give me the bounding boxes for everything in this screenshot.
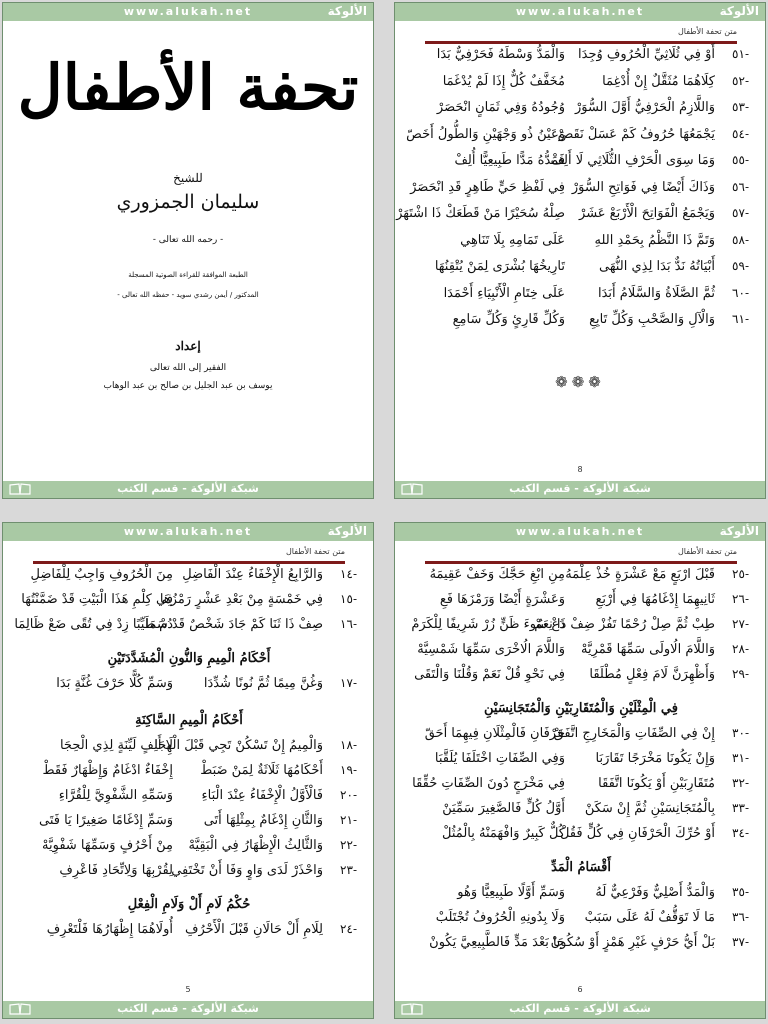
verse-row: -١٩ أَحْكَامُهَا ثَلَاثَةٌ لِمَنْ ضَبَطْ إِخْفَاءٌ ادْغَامٌ وَإِظْهَارٌ فَقَطْ (42, 763, 357, 778)
page-8 (394, 2, 766, 499)
running-head: متن تحفة الأطفال (425, 27, 737, 44)
header-band (3, 523, 373, 541)
verse-row: -٥٤ يَجْمَعُهَا حُرُوفُ كَمْ عَسَلْ نَقَصْ وَعَيْنُ ذُو وَجْهَيْنِ وَالطُّولُ أَخَصّ (406, 126, 749, 142)
verse-row: -٣٢ مُتَقَارِبَيْنِ أَوْ يَكُونَا اتَّفَقَا فِي مَخْرَجٍ دُونَ الصِّفَاتِ حُقِّقَا (412, 776, 749, 791)
verse-row: -١٧ وَغُنَّ مِيمًا ثُمَّ نُونًا شُدِّدَا وَسَمِّ كُلًّا حَرْفَ غُنَّةٍ بَدَا (56, 676, 357, 691)
verse-row: -٦٠ ثُمَّ الصَّلَاةُ وَالسَّلَامُ أَبَدَا عَلَى خِتَامِ الْأَنْبِيَاءِ أَحْمَدَا (443, 285, 749, 301)
header-band (395, 3, 765, 21)
site-url[interactable]: www.alukah.net (123, 5, 253, 18)
page-5 (2, 522, 374, 1019)
prepared-label: إعداد (175, 339, 201, 353)
author-blessing: - رحمه الله تعالى - (152, 235, 224, 245)
verse-row: -٣٠ إِنْ فِي الصِّفَاتِ وَالْمَخَارِجِ اتَّفَقْ حَرْفَانِ فَالْمِثْلَانِ فِيهِمَا أَحَقّ (424, 726, 749, 741)
verse-row: -٢٧ طِبْ ثُمَّ صِلْ رُحْمًا تَفُزْ ضِفْ ذَا نِعَمْ دَعْ سُوءَ ظَنٍّ زُرْ شَرِيفًا لِلْكَرَمْ (411, 617, 749, 632)
verse-row: -٢٨ وَاللَّامَ الُاولَى سَمِّهَا قَمْرِيَّهْ وَاللَّامَ الُاخْرَى سَمِّهَا شَمْسِيَّهْ (417, 642, 749, 657)
page-6 (394, 522, 766, 1019)
footer-band (3, 481, 373, 498)
verse-list (14, 567, 357, 947)
footer-band (395, 1001, 765, 1018)
site-url[interactable]: www.alukah.net (515, 525, 645, 538)
verse-row: -٣٧ بَلْ أَيُّ حَرْفٍ غَيْرِ هَمْزٍ أَوْ سُكُونْ جَا بَعْدَ مَدٍّ فَالطَّبِيعِيَّ يَكُونْ (429, 935, 749, 950)
verse-row: -٥٦ وَذَاكَ أَيْضًا فِي فَوَاتِحِ السُّوَرْ فِي لَفْظِ حَيٍّ طَاهِرٍ قَدِ انْحَصَرْ (410, 179, 749, 195)
author-name: سليمان الجمزوري (116, 191, 260, 213)
verse-row: -٢٤ لِلَامِ أَلْ حَالَانِ قَبْلَ الْأَحْرُفِ أُولَاهُمَا إِظْهَارُهَا فَلْتَعْرِفِ (46, 922, 357, 937)
page-number: 6 (577, 985, 583, 994)
book-title: تحفة الأطفال (17, 51, 359, 124)
header-band (395, 523, 765, 541)
footer-band (3, 1001, 373, 1018)
title-page (2, 2, 374, 499)
section-heading: حُكْمُ لَامِ أَلْ وَلَامِ الْفِعْلِ (127, 897, 251, 912)
verse-row: -٣١ وَإِنْ يَكُونَا مَخْرَجًا تَقَارَبَا وَفِي الصِّفَاتِ اخْتَلَفَا يُلَقَّبَا (434, 751, 749, 766)
ornament-stars: ❁❁❁ (555, 373, 605, 391)
preparer-line-1: الفقير إلى الله تعالى (149, 363, 227, 373)
verse-row: -١٥ فِي خَمْسَةٍ مِنْ بَعْدِ عَشْرٍ رَمْزُهَا فِي كِلْمِ هَذَا الْبَيْتِ قَدْ ضَمَّنْتُهَا (21, 592, 357, 607)
verse-row: -٥٨ وَتَمَّ ذَا النَّظْمُ بِحَمْدِ اللهِ عَلَى تَمَامِهِ بِلَا تَنَاهِي (460, 232, 749, 248)
verse-row: -٣٥ وَالْمَدُّ أَصْلِيٌّ وَفَرْعِيٌّ لَهُ وَسَمِّ أَوَّلًا طَبِيعِيًّا وَهُو (457, 885, 749, 900)
verse-row: -٢٥ قَبْلَ ارْبَعٍ مَعْ عَشْرَةٍ خُذْ عِلْمَهُ مِنِ ابْغِ حَجَّكَ وَخَفْ عَقِيمَهُ (429, 567, 749, 582)
verse-row: -٢٦ ثَانِيهِمَا إِدْغَامُهَا فِي أَرْبَعِ وَعَشْرَةٍ أَيْضًا وَرَمْزَهَا فَعِ (439, 592, 749, 607)
site-logo: الألوكة (719, 524, 759, 538)
footer-text: شبكة الألوكة - قسم الكتب (117, 482, 259, 495)
verse-row: -٥١ أَوْ فِي ثُلَاثِيِّ الْحُرُوفِ وُجِدَا وَالْمَدُّ وَسْطَهُ فَحَرْفِيٌّ بَدَا (436, 47, 749, 62)
footer-text: شبكة الألوكة - قسم الكتب (509, 1002, 651, 1015)
verse-row: -٥٥ وَمَا سِوَى الْحَرْفِ الثُّلَاثِي لَا أَلِفْ فَمَدُّهُ مَدًّا طَبِيعِيًّا أُلِفْ (454, 153, 749, 168)
section-heading: أَحْكَامُ الْمِيمِ السَّاكِنَةِ (135, 713, 243, 728)
page-number: 8 (577, 465, 583, 474)
verse-row: -٢١ وَالثَّانِ إِدْغَامٌ بِمِثْلِهَا أَتَى وَسَمِّ إِدْغَامًا صَغِيرًا يَا فَتَى (38, 813, 357, 828)
footer-band (395, 481, 765, 498)
verse-row: -٣٣ بِالْمُتَجَانِسَيْنِ ثُمَّ إِنْ سَكَنْ أَوَّلُ كُلٍّ فَالصَّغِيرَ سَمِّيَنْ (442, 801, 749, 816)
header-band (3, 3, 373, 21)
verse-row: -١٤ وَالرَّابِعُ الْإِخْفَاءُ عِنْدَ الْفَاضِلِ مِنَ الْحُرُوفِ وَاجِبٌ لِلْفَاضِلِ (30, 567, 357, 582)
author-prefix: للشيخ (173, 171, 203, 185)
site-url[interactable]: www.alukah.net (123, 525, 253, 538)
verse-row: -١٨ وَالْمِيمُ إِنْ تَسْكُنْ تَجِي قَبْلَ الْهِجَا لَا أَلِفٍ لَيِّنَةٍ لِذِي الْحِجَا (59, 738, 357, 753)
footer-text: شبكة الألوكة - قسم الكتب (509, 482, 651, 495)
section-heading: فِي الْمِثْلَيْنِ وَالْمُتَقَارِبَيْنِ وَالْمُتَجَانِسَيْنِ (484, 701, 678, 716)
section-heading: أَقْسَامُ الْمَدِّ (551, 860, 611, 875)
verse-row: -٥٧ وَيَجْمَعُ الْفَوَاتِحَ الْأَرْبَعْ عَشَرْ صِلْهُ سُحَيْرًا مَنْ قَطَعَكْ ذَا اشْتَهَرْ (396, 206, 749, 221)
verse-row: -٢٣ وَاحْذَرْ لَدَى وَاوٍ وَفَا أَنْ تَخْتَفِي لِقُرْبِهَا وَلِاتِّحَادِ فَاعْرِفِ (59, 863, 357, 878)
verse-row: -٢٩ وَأَظْهِرَنَّ لَامَ فِعْلٍ مُطْلَقَا فِي نَحْوِ قُلْ نَعَمْ وَقُلْنَا وَالْتَقَى (414, 667, 749, 682)
reader-note: المدكتور / أيمن رشدي سويد - حفظه الله تعالى - (117, 291, 259, 299)
footer-text: شبكة الألوكة - قسم الكتب (117, 1002, 259, 1015)
verse-row: -٦١ وَالْآلِ وَالصَّحْبِ وَكُلِّ تَابِعِ وَكُلِّ قَارِئٍ وَكُلِّ سَامِعِ (452, 312, 749, 327)
site-logo: الألوكة (327, 4, 367, 18)
verse-row: -١٦ صِفْ ذَا ثَنَا كَمْ جَادَ شَخْصٌ قَدْ سَمَا دُمْ طَيِّبًا زِدْ فِي تُقًى ضَعْ ظَالِمَا (14, 617, 357, 632)
verse-row: -٣٤ أَوْ حُرِّكَ الْحَرْفَانِ فِي كُلٍّ فَقُلْ كُلٌّ كَبِيرٌ وَافْهَمَنْهُ بِالْمُثُلْ (442, 826, 749, 841)
verse-row: -٣٦ مَا لَا تَوَقُّفٌ لَهُ عَلَى سَبَبْ وَلَا بِدُونِهِ الْحُرُوفُ تُجْتَلَبْ (435, 910, 749, 925)
verse-row: -٢٠ فَالْأَوَّلُ الْإِخْفَاءُ عِنْدَ الْبَاءِ وَسَمِّهِ الشَّفْوِيَّ لِلْقُرَّاءِ (58, 788, 357, 803)
verse-row: -٥٩ أَبْيَاتُهُ نَدٌّ بَدَا لِذِي النُّهَى تَارِيخُهَا بُشْرَى لِمَنْ يُتْقِنُهَا (434, 259, 749, 274)
section-heading: أَحْكَامُ الْمِيمِ وَالنُّونِ الْمُشَدَّدَتَيْنِ (107, 651, 271, 666)
edition-note: الطبعة الموافقة للقراءة الصوتية المسجلة (128, 271, 248, 279)
running-head: متن تحفة الأطفال (425, 547, 737, 564)
running-head: متن تحفة الأطفال (33, 547, 345, 564)
verse-row: -٢٢ وَالثَّالِثُ الْإِظْهَارُ فِي الْبَقِيَّهْ مِنْ أَحْرُفٍ وَسَمِّهَا شَفْوِيَّهْ (42, 838, 357, 853)
site-url[interactable]: www.alukah.net (515, 5, 645, 18)
verse-list (396, 47, 749, 339)
page-number: 5 (185, 985, 191, 994)
verse-row: -٥٣ وَاللَّازِمُ الْحَرْفِيُّ أَوَّلَ السُّوَرْ وُجُودُهُ وَفِي ثَمَانٍ انْحَصَرْ (436, 100, 749, 115)
verse-list (413, 567, 749, 960)
site-logo: الألوكة (327, 524, 367, 538)
preparer-line-2: يوسف بن عبد الجليل بن صالح بن عبد الوهاب (103, 381, 273, 391)
verse-row: -٥٢ كِلَاهُمَا مُثَقَّلٌ إِنْ أُدْغِمَا مُخَفَّفٌ كُلٌّ إِذَا لَمْ يُدْغَمَا (442, 73, 749, 89)
site-logo: الألوكة (719, 4, 759, 18)
